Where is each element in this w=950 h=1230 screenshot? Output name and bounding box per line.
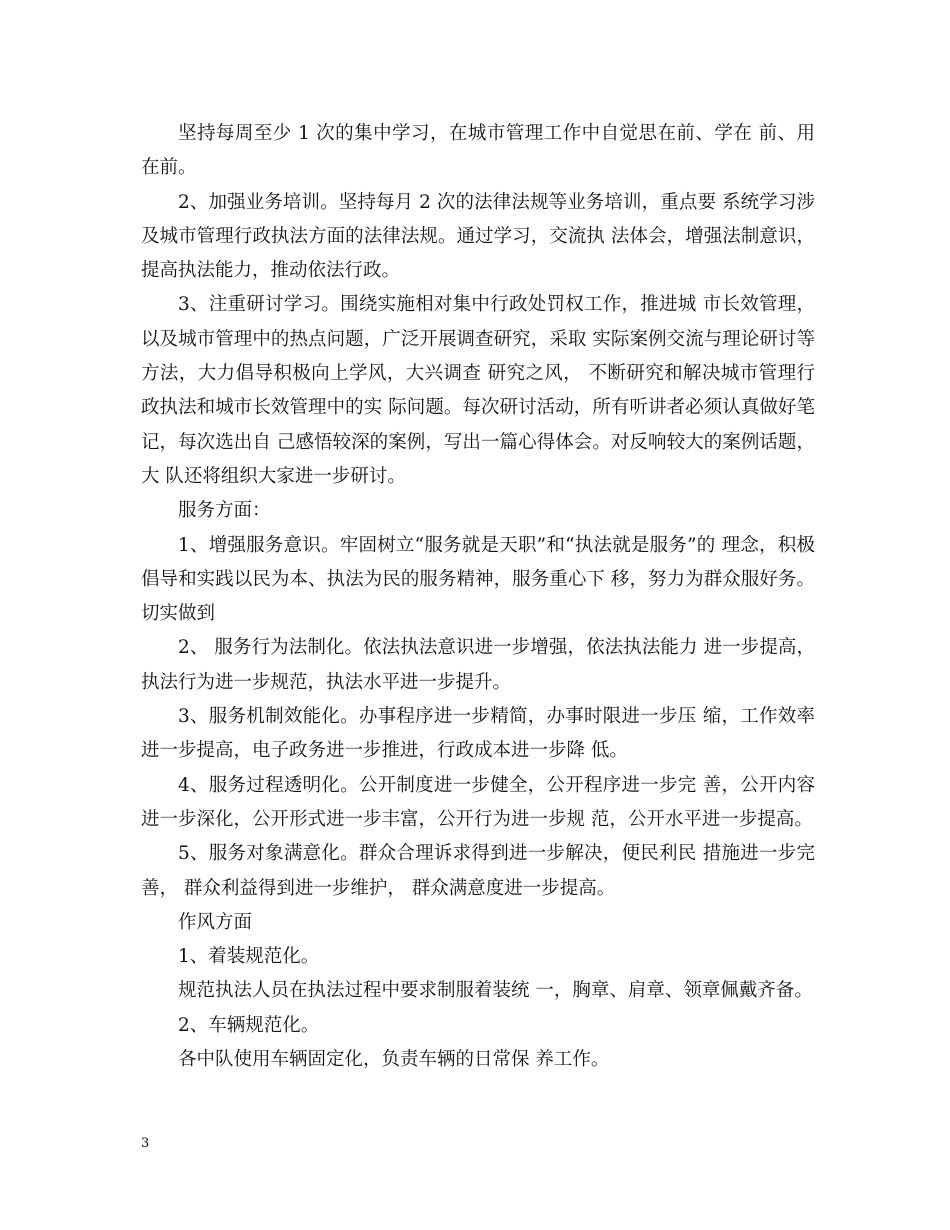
paragraph-vehicle-standard: 2、车辆规范化。: [178, 1014, 320, 1036]
paragraph-study-weekly: 坚持每周至少 1 次的集中学习，在城市管理工作中自觉思在前、学在 前、用在前。: [141, 123, 815, 179]
paragraph-service-efficiency: 3、服务机制效能化。办事程序进一步精简，办事时限进一步压 缩，工作效率进一步提高，电子政务进一步推进，行政成本进一步降 低。: [141, 706, 815, 762]
paragraph-service-awareness: 1、增强服务意识。牢固树立“服务就是天职”和“执法就是服务”的 理念，积极倡导和实践以民为本、执法为民的服务精神，服务重心下 移，努力为群众服好务。切实做到: [141, 534, 815, 625]
paragraph-service-transparency: 4、服务过程透明化。公开制度进一步健全，公开程序进一步完 善，公开内容进一步深化，公开形式进一步丰富，公开行为进一步规 范，公开水平进一步提高。: [141, 774, 815, 830]
paragraph-business-training: 2、加强业务培训。坚持每月 2 次的法律法规等业务培训，重点要 系统学习涉及城市管理行政执法方面的法律法规。通过学习，交流执 法体会，增强法制意识，提高执法能力，推动依法行政。: [141, 191, 815, 282]
paragraph-uniform-standard: 1、着装规范化。: [178, 946, 320, 968]
page-number: 3: [141, 1136, 150, 1151]
paragraph-service-legalization: 2、 服务行为法制化。依法执法意识进一步增强，依法执法能力 进一步提高，执法行为进一步规范，执法水平进一步提升。: [141, 637, 815, 693]
paragraph-research-study: 3、注重研讨学习。围绕实施相对集中行政处罚权工作，推进城 市长效管理，以及城市管理中的热点问题，广泛开展调查研究，采取 实际案例交流与理论研讨等方法，大力倡导积极向上学风，大兴调查 研究之风， 不断研究和解决城市管理行政执法和城市长效管理中的实 际问题。每次研讨活动，所有听讲者必须认真做好笔记，每次选出自 己感悟较深的案例，写出一篇心得体会。对反响较大的案例话题，大 队还将组织大家进一步研讨。: [141, 294, 815, 487]
paragraph-vehicle-detail: 各中队使用车辆固定化，负责车辆的日常保 养工作。: [178, 1049, 610, 1071]
heading-work-style: 作风方面: [178, 911, 253, 933]
heading-service: 服务方面：: [178, 500, 271, 522]
paragraph-uniform-detail: 规范执法人员在执法过程中要求制服着装统 一，胸章、肩章、领章佩戴齐备。: [178, 980, 813, 1002]
paragraph-service-satisfaction: 5、服务对象满意化。群众合理诉求得到进一步解决，便民利民 措施进一步完善， 群众利益得到进一步维护， 群众满意度进一步提高。: [141, 843, 815, 899]
body-text: [141, 117, 815, 1077]
